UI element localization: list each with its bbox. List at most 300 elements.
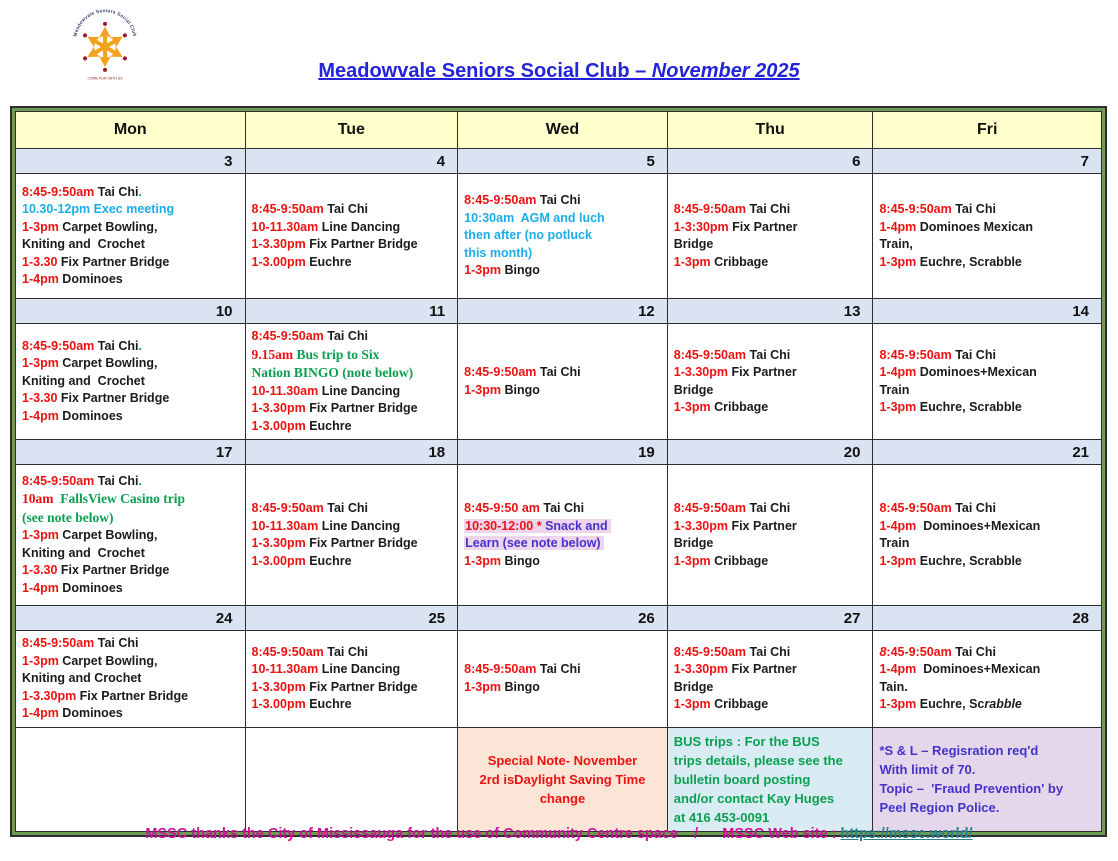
text-segment: Fix Partner [731,365,797,379]
text-segment: 1-3pm [673,400,715,414]
text-segment: Line Dancing [321,518,401,533]
date-cell-5: 5 [458,149,668,174]
text-segment: 1-3.00pm [251,697,310,712]
text-segment: :45-9:50am [886,644,956,659]
event-line [22,580,242,598]
event-line [252,696,455,714]
event-line [252,346,455,365]
event-line [464,382,664,400]
page-title-main: Meadowvale Seniors Social Club – [318,60,652,82]
event-line [252,553,455,571]
text-segment: 8:45-9:50am [879,347,956,362]
text-segment: Fix Partner Bridge [60,563,170,578]
date-cell-12: 12 [458,299,668,324]
event-line [22,688,242,706]
text-segment: Cribbage [714,553,769,568]
text-segment: 1-4pm [22,706,63,720]
calendar-cell-mon-3 [16,174,246,299]
text-segment: Tai Chi [97,338,139,353]
text-segment: at 416 453-0091 [673,809,770,825]
text-segment: 8 [879,644,887,659]
event-line [674,236,870,254]
calendar-table [15,111,1102,832]
calendar-cell-tue-11 [245,324,458,440]
event-line [674,347,870,365]
calendar-cell-fri-7 [873,174,1102,299]
event-line [879,364,1098,382]
text-segment: 8:45-9:50am [464,662,540,677]
text-segment: With limit of 70. [879,762,976,777]
text-segment: (see note below) [22,509,114,525]
text-segment: 8:45-9:50am [673,644,750,659]
text-segment: 1-3pm [464,382,505,397]
event-line [464,661,664,679]
calendar-cell-fri-28 [873,631,1102,728]
page-title-month: November 2025 [651,60,800,82]
text-segment: Cribbage [714,400,769,414]
text-segment: 10-11.30am [251,219,322,234]
date-cell-4: 4 [245,149,458,174]
text-segment: Tai Chi [539,365,581,379]
event-line [879,644,1098,662]
text-segment: Dominoes+Mexican [923,518,1041,533]
event-line [879,236,1098,254]
event-line [22,473,242,491]
event-line [464,751,661,770]
text-segment: Fix Partner [731,662,797,677]
text-segment: Kniting and Crochet [22,237,145,251]
text-segment: Cribbage [714,697,769,712]
calendar-cell-wed-12 [458,324,668,440]
text-segment: Tai Chi [97,473,139,488]
text-segment: rabble [984,697,1022,712]
text-segment: 1-4pm [22,580,63,595]
events-row [16,324,1102,440]
text-segment: 1-4pm [879,518,924,533]
text-segment: Train, [879,237,913,251]
text-segment: 8:45-9:50am [673,501,750,515]
text-segment: 1-3pm [673,254,715,269]
text-segment: this month) [464,245,533,260]
event-line [22,670,242,688]
text-segment: . [138,184,142,199]
event-line [464,245,664,263]
events-row [16,465,1102,606]
text-segment: bulletin board posting [673,771,811,787]
event-line [22,653,242,671]
event-line [252,201,455,219]
event-line [22,509,242,528]
text-segment: Train [879,536,910,550]
date-cell-3: 3 [16,149,246,174]
text-segment: Fix Partner Bridge [309,401,418,415]
calendar-cell-wed-19 [458,465,668,606]
text-segment: Fix Partner Bridge [60,254,170,269]
text-segment: Nation BINGO (note below) [251,365,414,380]
text-segment: 10am [22,491,61,507]
logo-arc-text: Meadowvale Seniors Social Club [72,8,138,37]
text-segment: Line Dancing [321,219,401,234]
page-title [0,60,1118,83]
event-line [22,527,242,545]
event-line [464,679,664,697]
event-line [879,741,1095,760]
text-segment: Topic – 'Fraud Prevention' by [879,781,1064,796]
date-cell-14: 14 [873,299,1102,324]
note-cell-wed [458,727,668,831]
text-segment: 1-3pm [22,528,63,543]
text-segment: 1-3pm [22,356,63,371]
day-header-row [16,112,1102,149]
text-segment: 1-3pm [673,697,715,712]
text-segment: 1-3.30pm [673,518,732,533]
text-segment: 8:45-9:50am [22,473,98,488]
text-segment: 1-3pm [879,697,920,712]
mssc-website-link[interactable]: https://mssc.world/ [840,826,973,842]
date-cell-13: 13 [667,299,873,324]
event-line [252,644,455,662]
event-line [22,355,242,373]
text-segment: 1-3.30 [22,391,61,406]
text-segment: 1-3pm [22,219,63,234]
event-line [879,760,1095,779]
date-cell-21: 21 [873,440,1102,465]
text-segment: and/or contact Kay Huges [673,790,835,806]
text-segment: 8:45-9:50am [22,338,98,353]
text-segment: Tai Chi [327,644,369,659]
event-line [252,500,455,518]
text-segment: Bus trip to Six [296,346,380,362]
text-segment: 8:45-9:50am [464,193,540,208]
text-segment: 8:45-9:50am [251,329,328,343]
event-line [22,201,242,219]
day-header-wed: Wed [458,112,668,149]
date-cell-18: 18 [245,440,458,465]
event-line [879,798,1095,817]
text-segment: 10-11.30am [251,518,322,533]
date-cell-10: 10 [16,299,246,324]
date-cell-24: 24 [16,606,246,631]
text-segment: Peel Region Police. [879,800,1000,815]
date-cell-26: 26 [458,606,668,631]
text-segment: Carpet Bowling, [62,528,158,543]
text-segment: Dominoes [62,580,123,595]
text-segment: 1-4pm [879,662,924,677]
event-line [674,789,867,808]
event-line [464,553,664,571]
text-segment: Tai Chi [749,644,791,659]
event-line [22,373,242,391]
event-line [879,696,1098,714]
event-line [674,219,870,237]
text-segment: 1-4pm [879,365,920,379]
date-row [16,299,1102,324]
event-line [879,399,1098,417]
text-segment: 8:45-9:50am [673,202,750,216]
text-segment: 1-3.30pm [673,662,732,677]
text-segment: Tai Chi [749,202,791,216]
text-segment: Bridge [673,382,714,397]
highlighted-text [464,519,610,533]
text-segment: Fix Partner Bridge [309,679,418,694]
text-segment: Fix Partner [731,518,797,533]
events-row [16,631,1102,728]
date-cell-17: 17 [16,440,246,465]
text-segment: Fix Partner Bridge [309,237,418,251]
text-segment: Euchre [309,254,352,269]
event-line [464,770,661,789]
event-line [674,770,867,789]
event-line [674,808,867,827]
text-segment: Bingo [504,382,540,397]
event-line [879,535,1098,553]
date-cell-27: 27 [667,606,873,631]
text-segment: 1-3pm [464,263,505,278]
event-line [674,382,870,400]
text-segment: 8:45-9:50am [879,501,956,515]
text-segment: 10:30am AGM and luch [464,210,605,225]
calendar-cell-wed-26 [458,631,668,728]
text-segment: 1-3pm [879,400,920,414]
event-line [879,500,1098,518]
event-line [674,254,870,272]
text-segment: 1-3.30 [22,563,61,578]
event-line [674,553,870,571]
text-segment: Special Note- November [487,752,638,768]
text-segment: Tai Chi [955,644,996,659]
text-segment: Tai Chi [327,329,369,343]
text-segment: 8:45-9:50 am [464,501,544,515]
footer-thanks-text: MSSC thanks the City of Mississauga for the use of Community Centre space / MSSC Web site : [145,826,841,842]
text-segment: Tai Chi [749,501,791,515]
day-header-mon: Mon [16,112,246,149]
text-segment: 1-3.00pm [251,418,310,433]
event-line [879,382,1098,400]
note-cell-fri [873,727,1102,831]
text-segment: 1-3pm [879,553,920,568]
text-segment: Carpet Bowling, [62,653,158,668]
text-segment: 1-3.00pm [251,254,310,269]
calendar-cell-tue-4 [245,174,458,299]
event-line [879,661,1098,679]
event-line [674,518,870,536]
calendar-cell-mon-24 [16,631,246,728]
text-segment: 10-11.30am [251,662,322,677]
footer [0,826,1118,842]
text-segment: 10-11.30am [251,383,322,398]
event-line [22,236,242,254]
event-line [464,518,664,536]
event-line [252,400,455,418]
calendar-table-frame [10,106,1107,837]
event-line [674,732,867,751]
event-line [252,679,455,697]
text-segment: 1-3pm [464,553,505,568]
text-segment: 10:30-12:00 * [465,518,546,533]
text-segment: 8:45-9:50am [22,184,98,199]
text-segment: Tai Chi [97,636,139,650]
event-line [252,219,455,237]
text-segment: *S & L – Regisration req'd [879,743,1039,758]
text-segment: 1-3.30pm [251,401,310,415]
text-segment: Euchre [309,553,352,568]
text-segment: 2rd isDaylight Saving Time [479,771,646,787]
text-segment: trips details, please see the [673,752,843,768]
text-segment: Tai Chi [955,202,996,216]
text-segment: Fix Partner Bridge [60,391,170,406]
event-line [22,635,242,653]
text-segment: 1-3.30pm [251,237,310,251]
text-segment: 1-4pm [22,272,63,286]
calendar-cell-fri-14 [873,324,1102,440]
text-segment: 8:45-9:50am [673,347,750,362]
text-segment: Line Dancing [321,662,401,677]
event-line [674,661,870,679]
event-line [22,338,242,356]
text-segment: 1-3.30pm [22,688,80,703]
event-line [674,696,870,714]
event-line [879,779,1095,798]
text-segment: Bingo [504,263,540,278]
text-segment: 1-3pm [673,553,715,568]
event-line [252,518,455,536]
calendar-cell-mon-10 [16,324,246,440]
event-line [464,500,664,518]
text-segment: Tai Chi [749,347,791,362]
event-line [22,390,242,408]
event-line [879,518,1098,536]
text-segment: Euchre, Scrabble [919,254,1022,269]
text-segment: 1-3.30pm [251,679,310,694]
event-line [22,545,242,563]
text-segment: Bingo [504,679,540,694]
event-line [674,644,870,662]
text-segment: change [539,790,586,806]
text-segment: 1-3.30pm [251,536,310,550]
event-line [252,383,455,401]
date-cell-19: 19 [458,440,668,465]
text-segment: Dominoes [62,706,123,720]
text-segment: Tai Chi [955,347,996,362]
event-line [674,399,870,417]
event-line [464,227,664,245]
calendar-cell-wed-5 [458,174,668,299]
text-segment: . [138,338,142,353]
date-cell-6: 6 [667,149,873,174]
text-segment: Tai Chi [327,202,369,216]
text-segment: 8:45-9:50am [22,636,98,650]
event-line [674,364,870,382]
text-segment: Dominoes+Mexican [919,365,1037,379]
text-segment: Bingo [504,553,540,568]
event-line [22,408,242,426]
text-segment: 1-3pm [879,254,920,269]
event-line [464,210,664,228]
event-line [674,679,870,697]
text-segment: Dominoes [62,408,123,423]
calendar-cell-thu-6 [667,174,873,299]
text-segment: Euchre [309,697,352,712]
text-segment: Cribbage [714,254,769,269]
event-line [22,254,242,272]
text-segment: FallsView Casino trip [60,491,185,507]
date-row [16,440,1102,465]
text-segment: 1-4pm [22,408,63,423]
event-line [22,705,242,723]
text-segment: then after (no potluck [464,228,592,243]
text-segment: BUS trips : For the BUS [673,733,820,749]
events-row [16,174,1102,299]
date-cell-11: 11 [245,299,458,324]
event-line [674,751,867,770]
text-segment: Carpet Bowling, [62,219,158,234]
date-cell-7: 7 [873,149,1102,174]
note-cell-mon [16,727,246,831]
event-line [464,192,664,210]
text-segment: Dominoes Mexican [919,219,1033,234]
day-header-tue: Tue [245,112,458,149]
date-cell-28: 28 [873,606,1102,631]
event-line [252,254,455,272]
text-segment: Tai Chi [543,501,585,515]
day-header-fri: Fri [873,112,1102,149]
calendar-cell-thu-13 [667,324,873,440]
event-line [464,789,661,808]
date-row [16,606,1102,631]
event-line [252,661,455,679]
note-cell-thu [667,727,873,831]
text-segment: 8:45-9:50am [251,644,328,659]
text-segment: Train [879,382,910,397]
text-segment: 1-3pm [22,653,63,668]
text-segment: 9.15am [251,346,297,362]
highlighted-text [464,536,603,550]
text-segment: Kniting and Crochet [22,373,145,388]
text-segment: Tai Chi [327,501,369,515]
text-segment: Dominoes+Mexican [923,662,1041,677]
event-line [252,364,455,383]
date-row [16,149,1102,174]
text-segment: 8:45-9:50am [251,501,328,515]
text-segment: Tai Chi [955,501,996,515]
event-line [22,490,242,509]
event-line [674,500,870,518]
event-line [879,553,1098,571]
text-segment: 8:45-9:50am [879,202,956,216]
event-line [674,201,870,219]
event-line [252,418,455,436]
text-segment: Line Dancing [321,383,401,398]
event-line [22,271,242,289]
event-line [879,347,1098,365]
text-segment: Bridge [673,536,714,550]
text-segment: Bridge [673,679,714,694]
text-segment: Fix Partner Bridge [79,688,189,703]
event-line [879,201,1098,219]
event-line [464,364,664,382]
calendar-cell-mon-17 [16,465,246,606]
calendar-cell-thu-27 [667,631,873,728]
date-cell-20: 20 [667,440,873,465]
logo-tagline: COME PLAY WITH US [87,76,123,81]
event-line [879,254,1098,272]
event-line [22,562,242,580]
text-segment: Learn (see note below) [465,536,601,550]
note-cell-tue [245,727,458,831]
event-line [252,328,455,346]
text-segment: Snack and [545,518,608,533]
text-segment: 1-3.00pm [251,553,310,568]
